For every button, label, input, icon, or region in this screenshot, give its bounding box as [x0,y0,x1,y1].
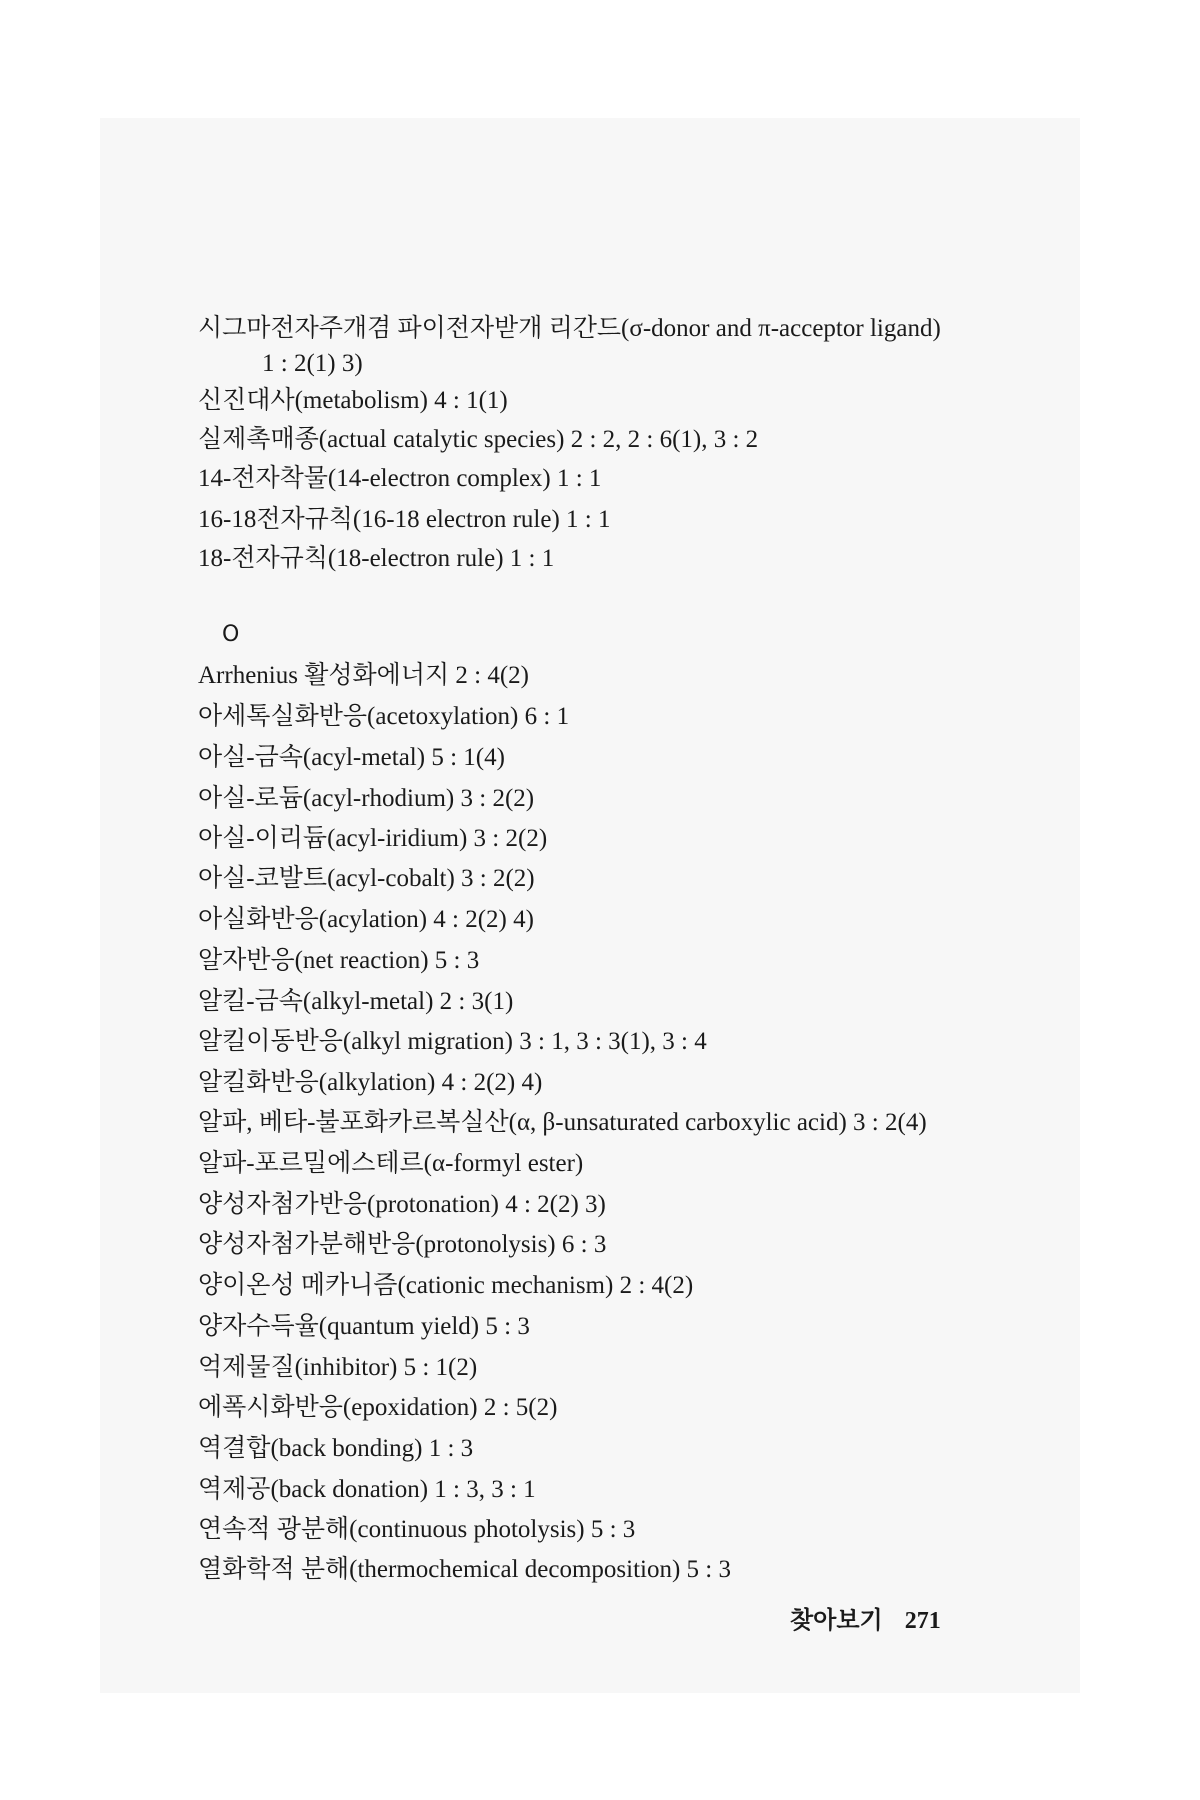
index-entry: 열화학적 분해(thermochemical decomposition) 5 : 3 [198,1556,731,1583]
index-entry: 18-전자규칙(18-electron rule) 1 : 1 [198,545,555,572]
footer-label: 찾아보기 [790,1608,883,1634]
index-entry: 아실화반응(acylation) 4 : 2(2) 4) [198,906,534,933]
index-entry: 알킬화반응(alkylation) 4 : 2(2) 4) [198,1069,543,1096]
index-entry: 실제촉매종(actual catalytic species) 2 : 2, 2 : 6(1), 3 : 2 [198,426,759,453]
index-entry: 16-18전자규칙(16-18 electron rule) 1 : 1 [198,506,611,533]
index-entry: Arrhenius 활성화에너지 2 : 4(2) [198,662,529,689]
index-entry: 양성자첨가반응(protonation) 4 : 2(2) 3) [198,1191,606,1218]
index-entry: 억제물질(inhibitor) 5 : 1(2) [198,1354,478,1381]
index-entry-continuation: 1 : 2(1) 3) [262,350,363,377]
index-entry: 아실-로듐(acyl-rhodium) 3 : 2(2) [198,785,535,812]
index-entry: 알킬이동반응(alkyl migration) 3 : 1, 3 : 3(1), 3 : 4 [198,1028,707,1055]
page-footer [790,1606,941,1636]
index-entry: 연속적 광분해(continuous photolysis) 5 : 3 [198,1516,636,1543]
index-entry: 아세톡실화반응(acetoxylation) 6 : 1 [198,703,570,730]
index-entry: 아실-코발트(acyl-cobalt) 3 : 2(2) [198,865,535,892]
page-number: 271 [904,1608,941,1634]
index-entry: 에폭시화반응(epoxidation) 2 : 5(2) [198,1394,558,1421]
index-entry: 알자반응(net reaction) 5 : 3 [198,947,480,974]
index-entry: 아실-금속(acyl-metal) 5 : 1(4) [198,744,505,771]
index-entry: 역제공(back donation) 1 : 3, 3 : 1 [198,1476,536,1503]
index-entry: 역결합(back bonding) 1 : 3 [198,1435,474,1462]
index-entry: 14-전자착물(14-electron complex) 1 : 1 [198,465,602,492]
index-entry: 알킬-금속(alkyl-metal) 2 : 3(1) [198,988,514,1015]
index-entry: 양자수득율(quantum yield) 5 : 3 [198,1313,530,1340]
index-entry: 양이온성 메카니즘(cationic mechanism) 2 : 4(2) [198,1272,694,1299]
index-entry: 알파, 베타-불포화카르복실산(α, β-unsaturated carboxylic acid) 3 : 2(4) [198,1109,927,1136]
section-letter: O [222,622,240,647]
index-entry: 신진대사(metabolism) 4 : 1(1) [198,387,508,414]
index-entry: 아실-이리듐(acyl-iridium) 3 : 2(2) [198,825,548,852]
index-entry: 시그마전자주개겸 파이전자받개 리간드(σ-donor and π-acceptor ligand) [198,315,941,342]
index-entry: 알파-포르밀에스테르(α-formyl ester) [198,1150,584,1177]
index-entry: 양성자첨가분해반응(protonolysis) 6 : 3 [198,1231,607,1258]
